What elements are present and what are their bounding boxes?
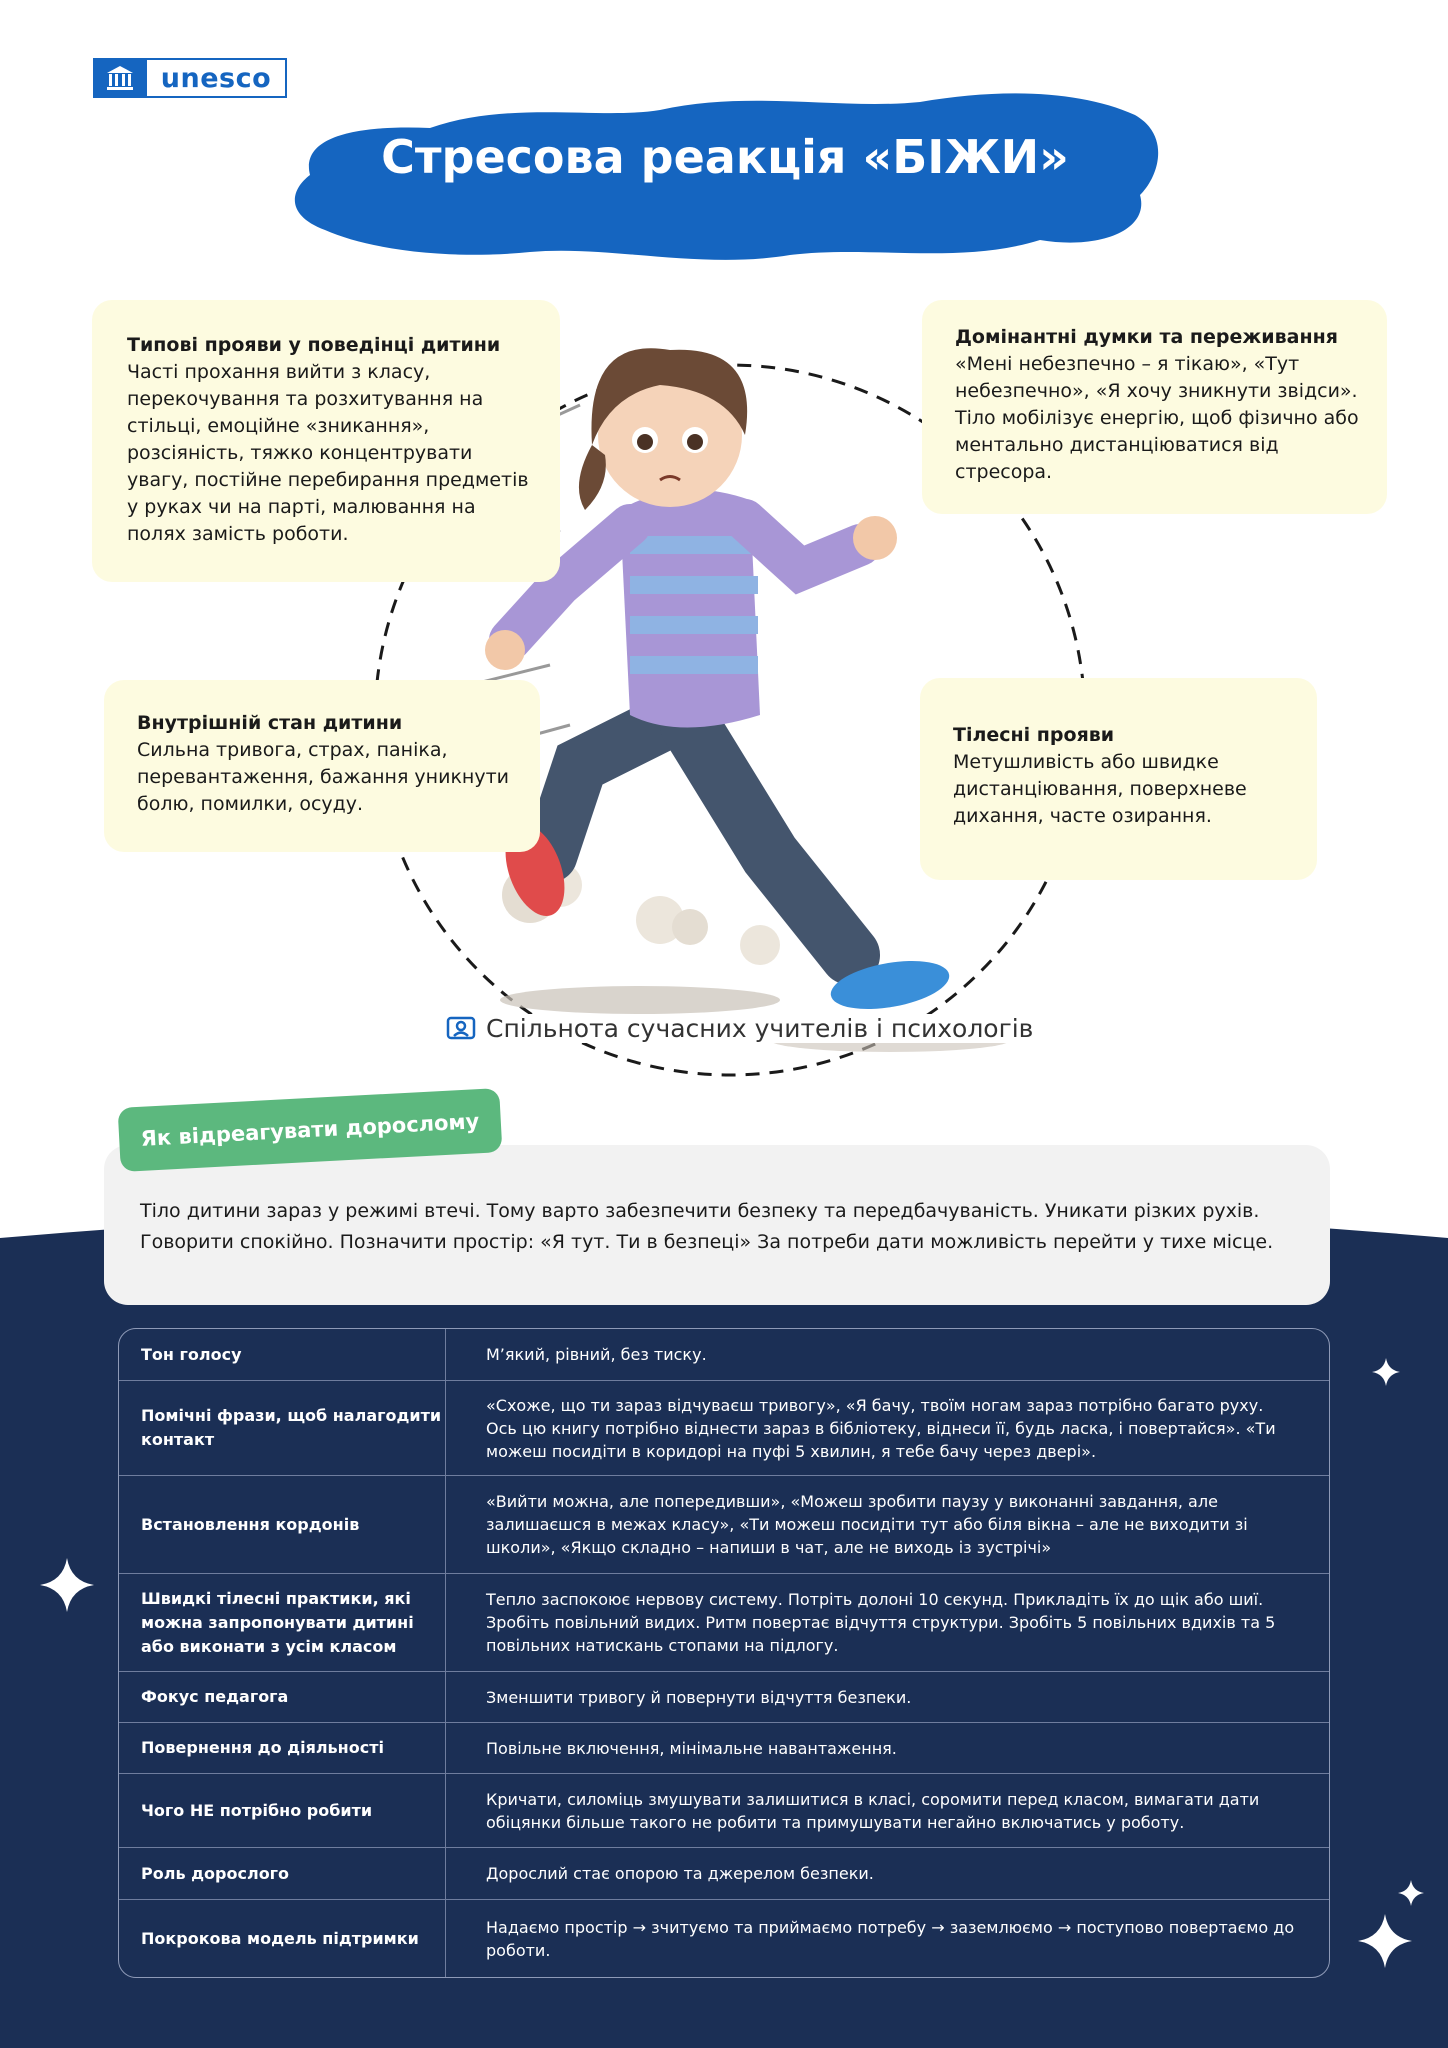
table-row	[119, 1774, 1329, 1848]
table-row	[119, 1476, 1329, 1574]
sparkle-icon	[1372, 1358, 1400, 1386]
table-row-label: Швидкі тілесні практики, які можна запропонувати дитині або виконати з усім класом	[119, 1574, 446, 1671]
table-row-label: Помічні фрази, щоб налагодити контакт	[119, 1381, 446, 1475]
table-row-value: Тепло заспокоює нервову систему. Потріть долоні 10 секунд. Прикладіть їх до щік або шиї. Зробіть повільний видих. Ритм повертає відчуття структури. Зробіть 5 повільних вдихів та 5 повільних натискань стопами на підлогу.	[486, 1590, 1276, 1655]
table-row	[119, 1723, 1329, 1774]
page-title: Стресова реакція «БІЖИ»	[381, 130, 1069, 184]
table-row-label: Чого НЕ потрібно робити	[119, 1774, 446, 1847]
table-row-label: Повернення до діяльності	[119, 1723, 446, 1773]
behavior-card-text: Часті прохання вийти з класу, перекочування та розхитування на стільці, емоційне «зникання», розсіяність, тяжко концентрувати увагу, постійне перебирання предметів у руках чи на парті, малювання на полях замість роботи.	[127, 361, 529, 545]
table-row	[119, 1848, 1329, 1900]
table-row-value: «Вийти можна, але попередивши», «Можеш зробити паузу у виконанні завдання, але залишаєшся в межах класу», «Ти можеш посидіти тут або біля вікна – але не виходити зі школи», «Якщо складно – напиши в чат, але не виходь із зустрічі»	[486, 1492, 1248, 1557]
table-row-value: «Схоже, що ти зараз відчуваєш тривогу», «Я бачу, твоїм ногам зараз потрібно багато руху. Ось цю книгу потрібно віднести зараз в бібліотеку, віднеси її, будь ласка, і повертайся». «Ти можеш посидіти в коридорі на пуфі 5 хвилин, я тебе бачу через двері».	[486, 1395, 1276, 1461]
table-row-value: Кричати, силоміць змушувати залишитися в класі, соромити перед класом, вимагати дати обіцянки більше такого не робити та примушувати негайно включатись у роботу.	[486, 1789, 1260, 1832]
behavior-card	[92, 300, 560, 582]
table-row-value: Дорослий стає опорою та джерелом безпеки.	[486, 1864, 874, 1883]
table-row-value: Зменшити тривогу й повернути відчуття безпеки.	[486, 1687, 912, 1707]
community-text: Спільнота сучасних учителів і психологів	[486, 1014, 1034, 1043]
table-row-label: Роль дорослого	[119, 1848, 446, 1899]
inner-state-card-heading: Внутрішній стан дитини	[137, 712, 403, 734]
community-icon	[446, 1016, 476, 1042]
advice-text: Тіло дитини зараз у режимі втечі. Тому варто забезпечити безпеку та передбачуваність. Уникати різких рухів. Говорити спокійно. Позначити простір: «Я тут. Ти в безпеці» За потреби дати можливість перейти у тихе місце.	[140, 1200, 1274, 1253]
table-row	[119, 1672, 1329, 1723]
support-table	[118, 1328, 1330, 1978]
sparkle-icon	[1398, 1880, 1424, 1906]
unesco-wordmark: unesco	[147, 58, 287, 98]
table-row-label: Встановлення кордонів	[119, 1476, 446, 1573]
table-row	[119, 1329, 1329, 1381]
sparkle-icon	[40, 1558, 94, 1612]
unesco-temple-icon	[93, 58, 147, 98]
behavior-card-heading: Типові прояви у поведінці дитини	[127, 334, 501, 356]
table-row-value: М’який, рівний, без тиску.	[486, 1345, 707, 1364]
table-row-label: Покрокова модель підтримки	[119, 1900, 446, 1977]
advice-tag: Як відреагувати дорослому	[118, 1088, 503, 1172]
thoughts-card	[922, 300, 1387, 514]
table-row-value: Надаємо простір → зчитуємо та приймаємо потребу → заземлюємо → поступово повертаємо до роботи.	[486, 1917, 1295, 1960]
inner-state-card	[104, 680, 540, 852]
table-row-value: Повільне включення, мінімальне навантаження.	[486, 1738, 897, 1758]
unesco-logo	[93, 58, 287, 98]
table-row	[119, 1900, 1329, 1977]
thoughts-card-heading: Домінантні думки та переживання	[955, 326, 1338, 348]
body-card-heading: Тілесні прояви	[953, 724, 1115, 746]
table-row	[119, 1381, 1329, 1476]
body-card-text: Метушливість або швидке дистанціювання, поверхневе дихання, часте озирання.	[953, 751, 1247, 827]
advice-box	[104, 1145, 1330, 1305]
body-card	[920, 678, 1317, 880]
thoughts-card-text: «Мені небезпечно – я тікаю», «Тут небезпечно», «Я хочу зникнути звідси». Тіло мобілізує енергію, щоб фізично або ментально дистанціюватися від стресора.	[955, 353, 1359, 483]
table-row-label: Фокус педагога	[119, 1672, 446, 1722]
inner-state-card-text: Сильна тривога, страх, паніка, перевантаження, бажання уникнути болю, помилки, осуду.	[137, 739, 510, 815]
sparkle-icon	[1358, 1914, 1412, 1968]
table-row	[119, 1574, 1329, 1672]
community-caption	[440, 1014, 1039, 1043]
table-row-label: Тон голосу	[119, 1329, 446, 1380]
